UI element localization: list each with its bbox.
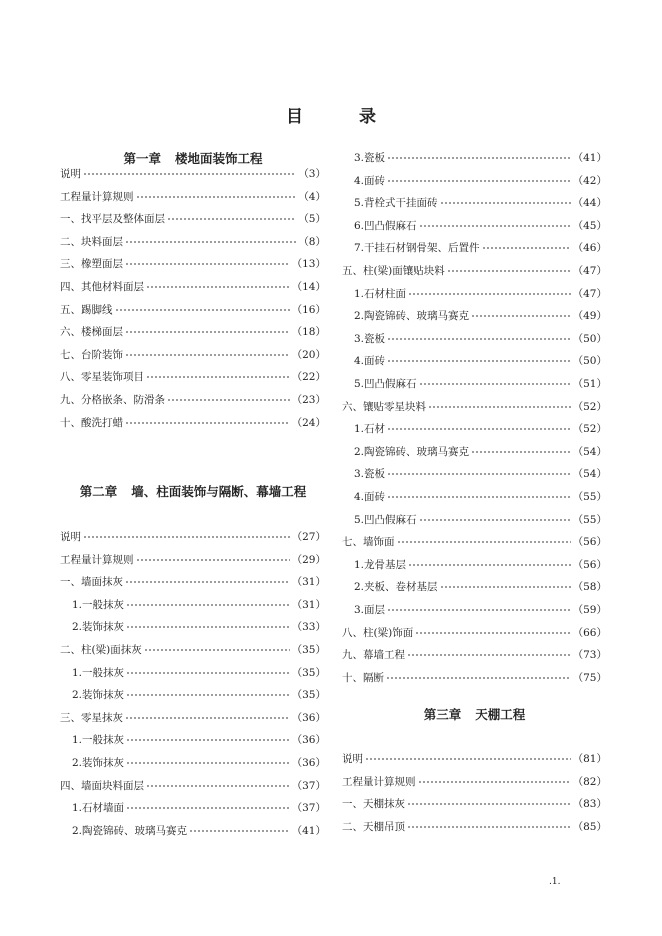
toc-entry-page: （36） — [291, 734, 326, 747]
dot-leader — [83, 173, 296, 176]
toc-entry-page: （35） — [291, 666, 326, 679]
dot-leader — [415, 631, 570, 634]
chapter-number: 第二章 — [79, 484, 118, 499]
toc-entry-label: 十、酸洗打蜡 — [60, 416, 123, 429]
toc-entry[interactable] — [342, 646, 607, 664]
toc-entry-label: 1.石材柱面 — [354, 287, 407, 300]
toc-entry[interactable] — [60, 664, 326, 682]
dot-leader — [144, 649, 290, 652]
toc-entry-page: （20） — [291, 348, 326, 361]
toc-entry-page: （35） — [291, 689, 326, 702]
dot-leader — [126, 603, 290, 606]
toc-entry-page: （55） — [572, 491, 607, 503]
toc-entry[interactable] — [342, 624, 607, 642]
toc-entry-page: （51） — [572, 378, 607, 390]
dot-leader — [387, 179, 571, 182]
dot-leader — [387, 428, 571, 431]
dot-leader — [447, 270, 571, 273]
toc-entry[interactable] — [342, 511, 607, 529]
toc-entry-label: 5.背栓式干挂面砖 — [354, 197, 438, 210]
toc-entry-label: 2.装饰抹灰 — [72, 757, 125, 769]
toc-entry[interactable] — [60, 165, 326, 183]
toc-entry[interactable] — [342, 556, 607, 574]
toc-entry-page: （23） — [291, 394, 326, 406]
toc-entry-label: 5.凹凸假麻石 — [354, 513, 417, 526]
title-char-right: 录 — [359, 107, 376, 127]
dot-leader — [407, 654, 571, 657]
toc-entry[interactable] — [342, 172, 607, 190]
toc-entry-page: （85） — [572, 820, 607, 833]
toc-entry[interactable] — [342, 398, 607, 416]
dot-leader — [167, 399, 290, 402]
toc-entry[interactable] — [60, 233, 326, 251]
toc-entry-page: （42） — [572, 174, 607, 187]
toc-entry-page: （31） — [291, 598, 326, 611]
toc-entry[interactable] — [60, 551, 326, 569]
toc-entry[interactable] — [342, 818, 607, 836]
dot-leader — [125, 263, 290, 266]
toc-entry[interactable] — [342, 194, 607, 212]
dot-leader — [408, 292, 571, 295]
toc-entry-page: （55） — [572, 513, 607, 526]
dot-leader — [407, 803, 571, 806]
toc-entry-label: 工程量计算规则 — [60, 190, 134, 203]
dot-leader — [136, 558, 290, 561]
toc-entry-label: 1.一般抹灰 — [72, 666, 125, 679]
dot-leader — [125, 716, 290, 719]
toc-entry[interactable] — [342, 307, 607, 325]
toc-entry-label: 一、墙面抹灰 — [60, 576, 123, 589]
toc-entry-page: （35） — [291, 644, 326, 656]
dot-leader — [387, 496, 571, 499]
toc-entry-page: （56） — [572, 558, 607, 571]
dot-leader — [471, 450, 571, 453]
chapter-title: 墙、柱面装饰与隔断、幕墙工程 — [131, 484, 307, 499]
dot-leader — [189, 829, 290, 832]
dot-leader — [419, 224, 571, 227]
dot-leader — [419, 518, 571, 521]
toc-entry[interactable] — [342, 375, 607, 393]
dot-leader — [387, 337, 571, 340]
toc-entry-label: 十、隔断 — [342, 671, 384, 684]
dot-leader — [387, 157, 571, 160]
toc-entry[interactable] — [342, 443, 607, 461]
toc-entry[interactable] — [60, 686, 326, 704]
toc-entry[interactable] — [60, 754, 326, 772]
toc-entry-label: 四、墙面块料面层 — [60, 779, 144, 792]
toc-entry-label: 4.面砖 — [354, 174, 386, 187]
toc-entry-label: 三、零星抹灰 — [60, 711, 123, 724]
toc-entry-page: （75） — [572, 671, 607, 684]
toc-entry[interactable] — [60, 188, 326, 206]
chapter-number: 第一章 — [123, 151, 161, 166]
toc-entry[interactable] — [342, 285, 607, 303]
toc-entry-label: 一、找平层及整体面层 — [60, 213, 165, 226]
toc-entry-label: 五、柱(梁)面镶贴块料 — [342, 265, 445, 277]
toc-entry[interactable] — [60, 255, 326, 273]
page-title — [0, 102, 662, 128]
toc-entry[interactable] — [60, 822, 326, 840]
toc-entry[interactable] — [60, 799, 326, 817]
toc-entry-page: （83） — [572, 798, 607, 811]
toc-entry-label: 1.龙骨基层 — [354, 558, 407, 571]
toc-entry-label: 二、天棚吊顶 — [342, 820, 405, 833]
toc-entry-label: 4.面砖 — [354, 355, 386, 368]
toc-entry-label: 三、橡塑面层 — [60, 258, 123, 271]
toc-entry-label: 说明 — [60, 168, 81, 180]
dot-leader — [387, 609, 571, 612]
dot-leader — [440, 586, 571, 589]
chapter-number: 第三章 — [423, 707, 462, 722]
toc-entry[interactable] — [342, 533, 607, 551]
toc-entry[interactable] — [60, 641, 326, 659]
toc-entry-label: 二、柱(梁)面抹灰 — [60, 644, 142, 656]
dot-leader — [386, 676, 571, 679]
toc-entry-label: 七、墙饰面 — [342, 536, 395, 549]
dot-leader — [126, 626, 290, 629]
toc-entry-page: （49） — [572, 310, 607, 323]
dot-leader — [83, 536, 290, 539]
toc-entry-page: （52） — [572, 423, 607, 436]
toc-entry-label: 4.面砖 — [354, 491, 386, 503]
toc-entry[interactable] — [342, 262, 607, 280]
toc-entry-page: （24） — [291, 416, 326, 429]
toc-entry-page: （44） — [572, 197, 607, 210]
dot-leader — [167, 218, 296, 221]
dot-leader — [146, 286, 290, 289]
toc-entry[interactable] — [342, 420, 607, 438]
dot-leader — [418, 780, 571, 783]
toc-entry-label: 2.陶瓷锦砖、玻璃马赛克 — [354, 310, 470, 323]
toc-entry-label: 5.凹凸假麻石 — [354, 378, 417, 390]
toc-entry[interactable] — [342, 330, 607, 348]
dot-leader — [125, 240, 296, 243]
toc-entry-page: （45） — [572, 219, 607, 232]
toc-entry-page: （31） — [291, 576, 326, 589]
toc-entry-page: （13） — [291, 258, 326, 271]
toc-entry[interactable] — [342, 465, 607, 483]
toc-entry-label: 九、分格嵌条、防滑条 — [60, 394, 165, 406]
toc-entry-page: （58） — [572, 581, 607, 594]
toc-entry-label: 五、踢脚线 — [60, 303, 113, 316]
toc-entry-label: 八、零星装饰项目 — [60, 371, 144, 384]
dot-leader — [365, 758, 571, 761]
dot-leader — [387, 473, 571, 476]
toc-entry-label: 七、台阶装饰 — [60, 348, 123, 361]
toc-entry-label: 1.石材墙面 — [72, 802, 125, 815]
chapter-title: 楼地面装饰工程 — [175, 151, 263, 166]
toc-entry-label: 6.凹凸假麻石 — [354, 219, 417, 232]
dot-leader — [407, 825, 571, 828]
dot-leader — [397, 541, 571, 544]
toc-entry-label: 工程量计算规则 — [60, 553, 134, 566]
chapter-heading — [342, 704, 607, 726]
toc-entry-page: （50） — [572, 355, 607, 368]
dot-leader — [125, 581, 290, 584]
dot-leader — [126, 671, 290, 674]
toc-entry-page: （47） — [572, 265, 607, 277]
toc-entry-page: （56） — [572, 536, 607, 549]
toc-entry[interactable] — [60, 368, 326, 386]
dot-leader — [125, 331, 290, 334]
toc-entry-label: 八、柱(梁)饰面 — [342, 626, 414, 639]
page-number: .1. — [549, 877, 561, 887]
dot-leader — [408, 563, 571, 566]
toc-entry[interactable] — [60, 210, 326, 228]
dot-leader — [428, 405, 571, 408]
toc-entry[interactable] — [60, 323, 326, 341]
toc-entry[interactable] — [60, 414, 326, 432]
toc-entry-page: （3） — [298, 168, 326, 180]
dot-leader — [146, 376, 290, 379]
toc-entry[interactable] — [60, 391, 326, 409]
toc-entry-page: （47） — [572, 287, 607, 300]
toc-entry[interactable] — [342, 149, 607, 167]
dot-leader — [136, 195, 297, 198]
toc-entry-label: 3.瓷板 — [354, 468, 386, 481]
toc-entry-label: 六、楼梯面层 — [60, 326, 123, 339]
toc-entry[interactable] — [60, 618, 326, 636]
toc-entry-page: （82） — [572, 775, 607, 788]
toc-entry-label: 2.装饰抹灰 — [72, 621, 125, 634]
toc-entry-label: 2.陶瓷锦砖、玻璃马赛克 — [354, 445, 470, 458]
toc-entry-label: 说明 — [342, 753, 363, 765]
toc-entry[interactable] — [342, 488, 607, 506]
toc-entry-page: （14） — [291, 281, 326, 293]
toc-entry-label: 1.一般抹灰 — [72, 734, 125, 747]
chapter-heading — [60, 481, 326, 503]
toc-entry-page: （54） — [572, 445, 607, 458]
toc-entry-page: （18） — [291, 326, 326, 339]
toc-entry-page: （37） — [291, 802, 326, 815]
dot-leader — [126, 762, 290, 765]
toc-entry[interactable] — [342, 795, 607, 813]
toc-entry-label: 3.面层 — [354, 604, 386, 616]
toc-entry-page: （41） — [572, 152, 607, 164]
toc-entry[interactable] — [60, 278, 326, 296]
toc-entry-label: 二、块料面层 — [60, 235, 123, 248]
dot-leader — [126, 807, 290, 810]
toc-entry-page: （33） — [291, 621, 326, 634]
dot-leader — [440, 202, 571, 205]
dot-leader — [471, 315, 571, 318]
toc-entry[interactable] — [60, 528, 326, 546]
toc-entry-page: （4） — [298, 190, 326, 203]
toc-entry[interactable] — [60, 709, 326, 727]
toc-entry-page: （37） — [291, 779, 326, 792]
toc-entry-label: 1.一般抹灰 — [72, 598, 125, 611]
dot-leader — [419, 383, 571, 386]
toc-entry[interactable] — [60, 731, 326, 749]
toc-entry-label: 说明 — [60, 531, 81, 543]
toc-entry-page: （27） — [291, 531, 326, 543]
toc-entry-label: 四、其他材料面层 — [60, 281, 144, 293]
toc-entry[interactable] — [342, 217, 607, 235]
toc-entry-page: （73） — [572, 649, 607, 662]
dot-leader — [482, 247, 571, 250]
chapter-title: 天棚工程 — [475, 707, 526, 722]
toc-entry[interactable] — [60, 596, 326, 614]
toc-entry[interactable] — [342, 578, 607, 596]
toc-entry[interactable] — [342, 773, 607, 791]
toc-entry[interactable] — [342, 669, 607, 687]
dot-leader — [126, 739, 290, 742]
toc-entry-page: （36） — [291, 711, 326, 724]
dot-leader — [125, 353, 290, 356]
dot-leader — [125, 421, 290, 424]
toc-entry-label: 2.装饰抹灰 — [72, 689, 125, 702]
toc-entry-page: （5） — [298, 213, 326, 226]
toc-entry-label: 1.石材 — [354, 423, 386, 436]
dot-leader — [146, 784, 290, 787]
toc-entry[interactable] — [342, 239, 607, 257]
toc-entry-page: （59） — [572, 604, 607, 616]
toc-entry-label: 3.瓷板 — [354, 332, 386, 345]
toc-entry-label: 一、天棚抹灰 — [342, 798, 405, 811]
toc-entry-label: 7.干挂石材钢骨架、后置件 — [354, 242, 480, 255]
toc-entry-page: （16） — [291, 303, 326, 316]
dot-leader — [115, 308, 290, 311]
dot-leader — [387, 360, 571, 363]
toc-entry-page: （50） — [572, 332, 607, 345]
dot-leader — [126, 694, 290, 697]
toc-entry[interactable] — [60, 346, 326, 364]
toc-entry-label: 工程量计算规则 — [342, 775, 416, 788]
toc-entry-page: （66） — [572, 626, 607, 639]
toc-entry-page: （46） — [572, 242, 607, 255]
title-char-left: 目 — [286, 107, 303, 127]
toc-entry-page: （8） — [298, 235, 326, 248]
toc-entry[interactable] — [60, 777, 326, 795]
toc-entry[interactable] — [342, 750, 607, 768]
toc-entry[interactable] — [342, 601, 607, 619]
toc-entry[interactable] — [60, 301, 326, 319]
toc-entry-label: 六、镶贴零星块料 — [342, 400, 426, 413]
toc-entry[interactable] — [60, 573, 326, 591]
toc-entry-page: （22） — [291, 371, 326, 384]
toc-entry[interactable] — [342, 352, 607, 370]
toc-entry-label: 3.瓷板 — [354, 152, 386, 164]
toc-entry-label: 2.夹板、卷材基层 — [354, 581, 438, 594]
toc-entry-page: （29） — [291, 553, 326, 566]
toc-entry-label: 2.陶瓷锦砖、玻璃马赛克 — [72, 824, 188, 837]
toc-entry-page: （81） — [572, 753, 607, 765]
toc-entry-label: 九、幕墙工程 — [342, 649, 405, 662]
toc-entry-page: （52） — [572, 400, 607, 413]
toc-entry-page: （41） — [291, 824, 326, 837]
toc-entry-page: （54） — [572, 468, 607, 481]
toc-entry-page: （36） — [291, 757, 326, 769]
